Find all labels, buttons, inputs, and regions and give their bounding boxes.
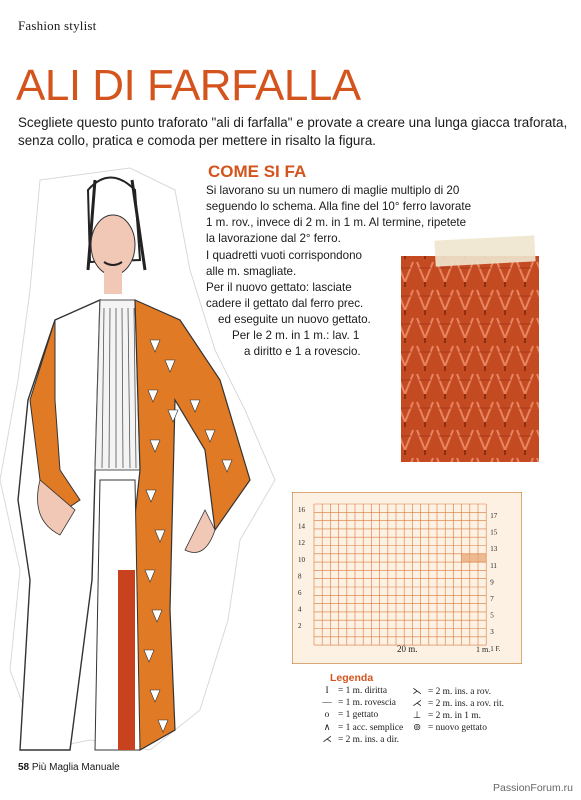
legend-title: Legenda — [330, 672, 374, 684]
chart-row-label-right: 15 — [490, 528, 498, 537]
instruction-line: cadere il gettato dal ferro prec. — [206, 297, 364, 310]
chart-row-label-left: 10 — [298, 555, 305, 564]
section-header: Fashion stylist — [18, 18, 97, 33]
instruction-line: a diritto e 1 a rovescio. — [244, 345, 361, 358]
chart-row-label-left: 8 — [298, 572, 302, 581]
chart-row-label-left: 16 — [298, 506, 305, 514]
legend-item: I = 1 m. diritta — [325, 686, 388, 696]
chart-width-label: 20 m. — [397, 644, 418, 654]
chart-row-label-left: 14 — [298, 522, 305, 531]
page-footer — [18, 762, 120, 773]
page-number: 58 — [18, 762, 30, 773]
how-to-heading: COME SI FA — [208, 162, 307, 181]
chart-row-label-left: 12 — [298, 539, 305, 548]
legend-item: ⋌ = 2 m. ins. a dir. — [322, 735, 400, 745]
instruction-line: Si lavorano su un numero di maglie multiplo di 20 — [206, 184, 460, 197]
legend-item: ⊥ = 2 m. in 1 m. — [412, 711, 481, 721]
knitting-chart — [292, 492, 522, 664]
chart-row-label-left: 2 — [298, 622, 302, 631]
chart-row-label-right: 17 — [490, 512, 498, 520]
instruction-line: Per il nuovo gettato: lasciate — [206, 281, 352, 294]
chart-repeat-label: 1 m. — [476, 645, 491, 654]
chart-row-label-right: 13 — [490, 545, 498, 554]
legend-item: ⋋ = 2 m. ins. a rov. — [412, 687, 492, 697]
chart-row-label-right: 5 — [490, 611, 494, 620]
chart-row-label-left: 6 — [298, 589, 302, 597]
instruction-line: 1 m. rov., invece di 2 m. in 1 m. Al termine, ripetete — [206, 216, 467, 229]
knit-swatch-photo — [395, 232, 543, 466]
legend-item: o = 1 gettato — [324, 710, 379, 720]
legend-item: ⊚ = nuovo gettato — [413, 723, 487, 733]
legend-item: ∧ = 1 acc. semplice — [323, 723, 404, 733]
instruction-line: alle m. smagliate. — [206, 265, 297, 278]
instruction-line: Per le 2 m. in 1 m.: lav. 1 — [232, 329, 360, 342]
chart-row-label-right: 9 — [490, 578, 494, 587]
chart-row-label-right: 1 F. — [490, 644, 501, 653]
legend-item: — = 1 m. rovescia — [322, 698, 396, 708]
chart-row-label-right: 7 — [490, 595, 494, 603]
instruction-line: seguendo lo schema. Alla fine del 10° ferro lavorate — [206, 200, 472, 213]
instruction-line: I quadretti vuoti corrispondono — [206, 249, 362, 262]
magazine-name: Più Maglia Manuale — [31, 762, 120, 773]
instruction-line: la lavorazione dal 2° ferro. — [206, 232, 341, 245]
legend-item: ⋌ = 2 m. ins. a rov. rit. — [412, 699, 505, 709]
intro-text: Scegliete questo punto traforato "ali di farfalla" e provate a creare una lunga giacca traforata, senza collo, pratica e comoda per mettere in risalto la figura. — [18, 115, 568, 148]
instruction-line: ed eseguite un nuovo gettato. — [218, 313, 371, 326]
chart-row-label-left: 4 — [298, 605, 302, 614]
page-title: ALI DI FARFALLA — [16, 61, 361, 110]
watermark: PassionForum.ru — [493, 782, 573, 794]
chart-row-label-right: 11 — [490, 561, 497, 570]
chart-row-label-right: 3 — [490, 628, 494, 637]
